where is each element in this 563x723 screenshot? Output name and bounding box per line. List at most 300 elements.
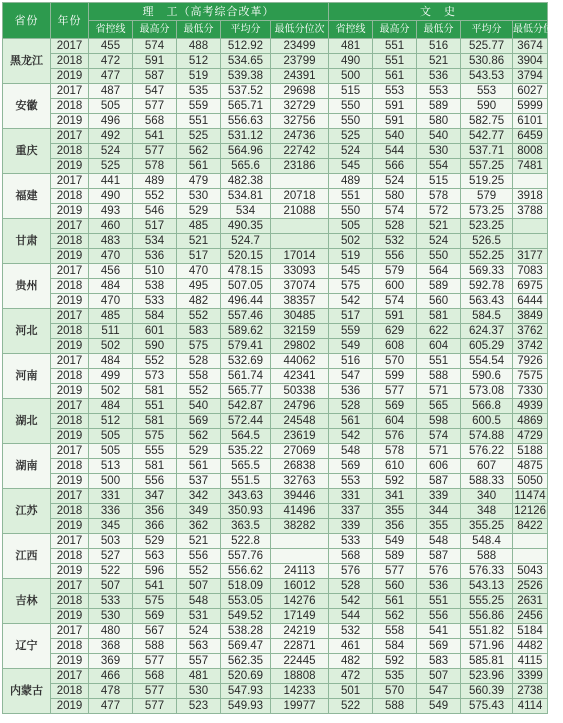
- score-cell: 558: [177, 369, 221, 384]
- score-cell: 512: [89, 414, 133, 429]
- score-cell: 478: [89, 684, 133, 699]
- score-cell: 569.33: [461, 264, 513, 279]
- score-cell: 532: [373, 234, 417, 249]
- score-cell: 356: [373, 519, 417, 534]
- score-cell: 537: [177, 474, 221, 489]
- score-cell: 541: [133, 579, 177, 594]
- score-cell: 2738: [513, 684, 548, 699]
- table-row: [3, 609, 548, 624]
- score-cell: 542: [329, 294, 373, 309]
- score-cell: 550: [329, 204, 373, 219]
- score-cell: 496: [89, 114, 133, 129]
- score-cell: 530: [177, 684, 221, 699]
- score-cell: 566.8: [461, 399, 513, 414]
- year-cell: 2018: [51, 414, 89, 429]
- score-cell: 7083: [513, 264, 548, 279]
- score-cell: 600: [373, 279, 417, 294]
- score-cell: 5050: [513, 474, 548, 489]
- score-cell: 574: [373, 204, 417, 219]
- score-cell: 574.88: [461, 429, 513, 444]
- score-cell: 588: [133, 639, 177, 654]
- score-cell: 546: [133, 204, 177, 219]
- score-cell: 576: [373, 429, 417, 444]
- score-cell: 3674: [513, 39, 548, 54]
- score-cell: [271, 234, 329, 249]
- score-cell: 560: [373, 579, 417, 594]
- score-cell: 528: [329, 399, 373, 414]
- score-cell: 591: [133, 54, 177, 69]
- score-cell: 481: [329, 39, 373, 54]
- score-cell: 622: [417, 324, 461, 339]
- score-cell: 461: [329, 639, 373, 654]
- year-cell: 2018: [51, 684, 89, 699]
- score-cell: 3788: [513, 204, 548, 219]
- column-header: 最低分位次: [513, 21, 548, 39]
- score-cell: 499: [89, 369, 133, 384]
- score-cell: 573: [133, 369, 177, 384]
- score-cell: 591: [373, 114, 417, 129]
- score-cell: 604: [373, 414, 417, 429]
- year-cell: 2018: [51, 99, 89, 114]
- score-cell: 27069: [271, 444, 329, 459]
- score-cell: 577: [133, 699, 177, 714]
- header-province: 省份: [3, 3, 51, 39]
- score-cell: 349: [177, 504, 221, 519]
- column-header: 平均分: [461, 21, 513, 39]
- score-cell: 540: [417, 129, 461, 144]
- score-cell: 562: [373, 609, 417, 624]
- column-header: 最低分位次: [271, 21, 329, 39]
- score-cell: 591: [373, 309, 417, 324]
- score-cell: 369: [89, 654, 133, 669]
- score-cell: 537.71: [461, 144, 513, 159]
- score-cell: 583: [417, 654, 461, 669]
- table-row: [3, 429, 548, 444]
- score-cell: 556.63: [221, 114, 271, 129]
- province-group: [3, 444, 548, 489]
- score-cell: 18808: [271, 669, 329, 684]
- score-cell: 578: [373, 444, 417, 459]
- score-cell: 540: [373, 129, 417, 144]
- score-cell: 575: [177, 339, 221, 354]
- year-cell: 2017: [51, 84, 89, 99]
- score-cell: 490.35: [221, 219, 271, 234]
- score-cell: 6444: [513, 294, 548, 309]
- score-cell: 521: [177, 234, 221, 249]
- score-cell: 556: [417, 609, 461, 624]
- table-row: [3, 99, 548, 114]
- score-cell: 569: [177, 414, 221, 429]
- year-cell: 2019: [51, 69, 89, 84]
- table-row: [3, 159, 548, 174]
- score-cell: 589: [373, 549, 417, 564]
- score-cell: 536: [417, 69, 461, 84]
- score-cell: 588: [373, 699, 417, 714]
- score-cell: 576.22: [461, 444, 513, 459]
- score-cell: 538.28: [221, 624, 271, 639]
- province-group: [3, 264, 548, 309]
- score-cell: 481: [177, 669, 221, 684]
- score-cell: 610: [373, 459, 417, 474]
- score-cell: 23619: [271, 429, 329, 444]
- score-cell: 575: [329, 279, 373, 294]
- score-cell: 581: [133, 384, 177, 399]
- score-cell: 549.52: [221, 609, 271, 624]
- score-cell: 16012: [271, 579, 329, 594]
- score-cell: 607: [461, 459, 513, 474]
- score-cell: 563: [133, 549, 177, 564]
- year-cell: 2019: [51, 249, 89, 264]
- year-cell: 2019: [51, 114, 89, 129]
- score-cell: 493: [89, 204, 133, 219]
- score-cell: 543.53: [461, 69, 513, 84]
- score-cell: 569: [417, 639, 461, 654]
- column-header: 省控线: [329, 21, 373, 39]
- year-cell: 2017: [51, 669, 89, 684]
- score-cell: 549: [373, 534, 417, 549]
- score-cell: 552: [133, 354, 177, 369]
- score-cell: 29698: [271, 84, 329, 99]
- score-cell: 347: [133, 489, 177, 504]
- province-group: [3, 219, 548, 264]
- score-cell: 573.25: [461, 204, 513, 219]
- score-cell: 522.8: [221, 534, 271, 549]
- province-group: [3, 309, 548, 354]
- score-cell: 582.75: [461, 114, 513, 129]
- header-arts-group: 文 史: [329, 3, 548, 21]
- score-cell: 8422: [513, 519, 548, 534]
- score-cell: 530: [177, 189, 221, 204]
- score-cell: 551: [373, 54, 417, 69]
- table-row: [3, 699, 548, 714]
- score-cell: 562: [177, 429, 221, 444]
- province-name: 安徽: [3, 84, 51, 129]
- year-cell: 2019: [51, 429, 89, 444]
- score-cell: 502: [89, 384, 133, 399]
- score-cell: 533: [329, 534, 373, 549]
- score-cell: 507: [177, 579, 221, 594]
- score-cell: 541: [133, 129, 177, 144]
- table-row: [3, 564, 548, 579]
- score-cell: 545: [329, 159, 373, 174]
- score-cell: 547.93: [221, 684, 271, 699]
- score-cell: 565.71: [221, 99, 271, 114]
- score-cell: 529: [177, 444, 221, 459]
- score-cell: 588.33: [461, 474, 513, 489]
- score-cell: 23799: [271, 54, 329, 69]
- score-cell: 550: [329, 99, 373, 114]
- year-cell: 2018: [51, 189, 89, 204]
- score-cell: 472: [89, 54, 133, 69]
- score-cell: 5184: [513, 624, 548, 639]
- year-cell: 2017: [51, 174, 89, 189]
- score-cell: 520.69: [221, 669, 271, 684]
- province-name: 江西: [3, 534, 51, 579]
- score-cell: 561: [329, 414, 373, 429]
- score-cell: 542: [329, 429, 373, 444]
- province-name: 福建: [3, 174, 51, 219]
- year-cell: 2019: [51, 564, 89, 579]
- table-row: [3, 489, 548, 504]
- score-cell: 556: [373, 249, 417, 264]
- year-cell: 2018: [51, 549, 89, 564]
- table-row: [3, 174, 548, 189]
- score-cell: 520.15: [221, 249, 271, 264]
- score-cell: 470: [89, 294, 133, 309]
- year-cell: 2017: [51, 129, 89, 144]
- score-cell: 523: [177, 699, 221, 714]
- year-cell: 2017: [51, 309, 89, 324]
- score-cell: 3904: [513, 54, 548, 69]
- score-cell: 489: [133, 174, 177, 189]
- column-header: 最低分: [177, 21, 221, 39]
- score-cell: 568: [329, 549, 373, 564]
- score-cell: 548.4: [461, 534, 513, 549]
- score-cell: 553: [417, 84, 461, 99]
- score-cell: 22871: [271, 639, 329, 654]
- header-science-group: 理 工（高考综合改革）: [89, 3, 329, 21]
- score-cell: 591: [373, 99, 417, 114]
- score-cell: 584: [133, 309, 177, 324]
- score-cell: 484: [89, 399, 133, 414]
- table-row: [3, 654, 548, 669]
- score-cell: 23186: [271, 159, 329, 174]
- score-cell: 587: [417, 474, 461, 489]
- score-cell: 363.5: [221, 519, 271, 534]
- score-cell: 470: [177, 264, 221, 279]
- score-cell: 551: [133, 399, 177, 414]
- score-cell: 524.7: [221, 234, 271, 249]
- score-cell: 524: [89, 144, 133, 159]
- score-cell: 478.15: [221, 264, 271, 279]
- score-cell: 521: [177, 534, 221, 549]
- score-cell: 339: [417, 489, 461, 504]
- score-cell: 551: [373, 39, 417, 54]
- table-row: [3, 309, 548, 324]
- score-cell: 518.09: [221, 579, 271, 594]
- score-cell: 545: [329, 264, 373, 279]
- score-cell: 534.65: [221, 54, 271, 69]
- year-cell: 2019: [51, 609, 89, 624]
- year-cell: 2017: [51, 39, 89, 54]
- score-cell: 482: [177, 294, 221, 309]
- score-cell: 598: [417, 414, 461, 429]
- score-cell: 577: [133, 144, 177, 159]
- score-cell: 3177: [513, 249, 548, 264]
- score-cell: 3918: [513, 189, 548, 204]
- score-cell: 345: [89, 519, 133, 534]
- column-header: 省控线: [89, 21, 133, 39]
- score-cell: 343.63: [221, 489, 271, 504]
- score-cell: 557.46: [221, 309, 271, 324]
- score-cell: 565.5: [221, 459, 271, 474]
- score-cell: 505: [329, 219, 373, 234]
- score-cell: 524: [177, 624, 221, 639]
- score-cell: 584.5: [461, 309, 513, 324]
- score-cell: 529: [177, 204, 221, 219]
- score-cell: 472: [329, 669, 373, 684]
- table-row: [3, 339, 548, 354]
- score-cell: 525.77: [461, 39, 513, 54]
- table-row: [3, 54, 548, 69]
- score-cell: 3849: [513, 309, 548, 324]
- table-row: [3, 249, 548, 264]
- score-cell: 585.81: [461, 654, 513, 669]
- score-cell: 7575: [513, 369, 548, 384]
- score-cell: 516: [417, 39, 461, 54]
- province-group: [3, 669, 548, 714]
- score-cell: 487: [89, 84, 133, 99]
- score-cell: 577: [133, 99, 177, 114]
- score-cell: 531.12: [221, 129, 271, 144]
- score-cell: 565.6: [221, 159, 271, 174]
- score-cell: 561: [177, 159, 221, 174]
- score-cell: 331: [89, 489, 133, 504]
- score-cell: 477: [89, 699, 133, 714]
- score-cell: 536: [133, 249, 177, 264]
- score-cell: 574: [133, 39, 177, 54]
- score-cell: 581: [417, 309, 461, 324]
- table-row: [3, 129, 548, 144]
- score-cell: 24391: [271, 69, 329, 84]
- score-cell: 3794: [513, 69, 548, 84]
- score-cell: 589: [417, 279, 461, 294]
- score-cell: 564: [417, 264, 461, 279]
- score-cell: 528: [373, 219, 417, 234]
- year-cell: 2017: [51, 264, 89, 279]
- score-cell: 583: [177, 324, 221, 339]
- table-row: [3, 39, 548, 54]
- score-cell: 492: [89, 129, 133, 144]
- score-cell: 564.5: [221, 429, 271, 444]
- score-cell: 5999: [513, 99, 548, 114]
- score-cell: 536: [417, 579, 461, 594]
- table-row: [3, 234, 548, 249]
- province-name: 甘肃: [3, 219, 51, 264]
- score-cell: 604: [417, 339, 461, 354]
- score-cell: 555: [133, 444, 177, 459]
- score-cell: 336: [89, 504, 133, 519]
- score-cell: 572: [417, 204, 461, 219]
- table-row: [3, 504, 548, 519]
- score-cell: 41496: [271, 504, 329, 519]
- score-cell: 7481: [513, 159, 548, 174]
- score-cell: 24736: [271, 129, 329, 144]
- year-cell: 2017: [51, 624, 89, 639]
- year-cell: 2017: [51, 534, 89, 549]
- score-cell: 500: [89, 474, 133, 489]
- score-cell: 557: [177, 654, 221, 669]
- score-cell: 549.93: [221, 699, 271, 714]
- score-cell: 589.62: [221, 324, 271, 339]
- score-cell: 482: [329, 654, 373, 669]
- score-cell: 563: [177, 639, 221, 654]
- score-cell: 555.25: [461, 594, 513, 609]
- admission-score-table: [2, 2, 563, 714]
- table-row: [3, 519, 548, 534]
- score-cell: 557.76: [221, 549, 271, 564]
- score-cell: 501: [329, 684, 373, 699]
- score-cell: 536: [329, 384, 373, 399]
- table-row: [3, 354, 548, 369]
- score-cell: 542: [329, 594, 373, 609]
- score-cell: 578: [133, 159, 177, 174]
- score-cell: 544: [373, 144, 417, 159]
- score-cell: 503: [89, 534, 133, 549]
- score-cell: 575: [133, 594, 177, 609]
- score-cell: 575: [133, 429, 177, 444]
- score-cell: 574: [417, 429, 461, 444]
- province-name: 吉林: [3, 579, 51, 624]
- score-cell: [271, 174, 329, 189]
- table-row: [3, 189, 548, 204]
- score-cell: 548: [177, 594, 221, 609]
- table-row: [3, 594, 548, 609]
- score-cell: 496.44: [221, 294, 271, 309]
- score-cell: 629: [373, 324, 417, 339]
- year-cell: 2018: [51, 459, 89, 474]
- score-cell: 534.81: [221, 189, 271, 204]
- score-cell: 588: [461, 549, 513, 564]
- year-cell: 2019: [51, 159, 89, 174]
- province-name: 湖北: [3, 399, 51, 444]
- score-cell: 23499: [271, 39, 329, 54]
- score-cell: 4114: [513, 699, 548, 714]
- score-cell: 557.25: [461, 159, 513, 174]
- score-cell: 542.77: [461, 129, 513, 144]
- score-cell: 505: [89, 99, 133, 114]
- province-group: [3, 174, 548, 219]
- score-cell: 24113: [271, 564, 329, 579]
- score-cell: 355: [417, 519, 461, 534]
- year-cell: 2018: [51, 369, 89, 384]
- score-cell: 7330: [513, 384, 548, 399]
- table-row: [3, 84, 548, 99]
- score-cell: 570: [373, 354, 417, 369]
- score-cell: 576: [329, 564, 373, 579]
- score-cell: 552: [177, 384, 221, 399]
- score-cell: 8008: [513, 144, 548, 159]
- score-cell: 563.43: [461, 294, 513, 309]
- score-cell: 525: [89, 159, 133, 174]
- score-cell: 551: [329, 189, 373, 204]
- province-group: [3, 534, 548, 579]
- score-cell: 4482: [513, 639, 548, 654]
- score-cell: 577: [373, 564, 417, 579]
- score-cell: 14233: [271, 684, 329, 699]
- score-cell: 549: [329, 339, 373, 354]
- score-cell: [271, 549, 329, 564]
- score-cell: 571: [417, 444, 461, 459]
- score-cell: 482.38: [221, 174, 271, 189]
- score-cell: [513, 534, 548, 549]
- table-row: [3, 459, 548, 474]
- table-row: [3, 384, 548, 399]
- score-cell: 592.78: [461, 279, 513, 294]
- score-cell: 556: [133, 474, 177, 489]
- score-cell: 490: [329, 54, 373, 69]
- score-cell: 550: [417, 249, 461, 264]
- score-cell: 479: [177, 174, 221, 189]
- score-cell: 562.35: [221, 654, 271, 669]
- score-cell: 624.37: [461, 324, 513, 339]
- score-cell: 519.25: [461, 174, 513, 189]
- score-cell: 331: [329, 489, 373, 504]
- year-cell: 2019: [51, 294, 89, 309]
- score-cell: 528: [177, 354, 221, 369]
- score-cell: 12126: [514, 505, 547, 517]
- score-cell: 516: [329, 354, 373, 369]
